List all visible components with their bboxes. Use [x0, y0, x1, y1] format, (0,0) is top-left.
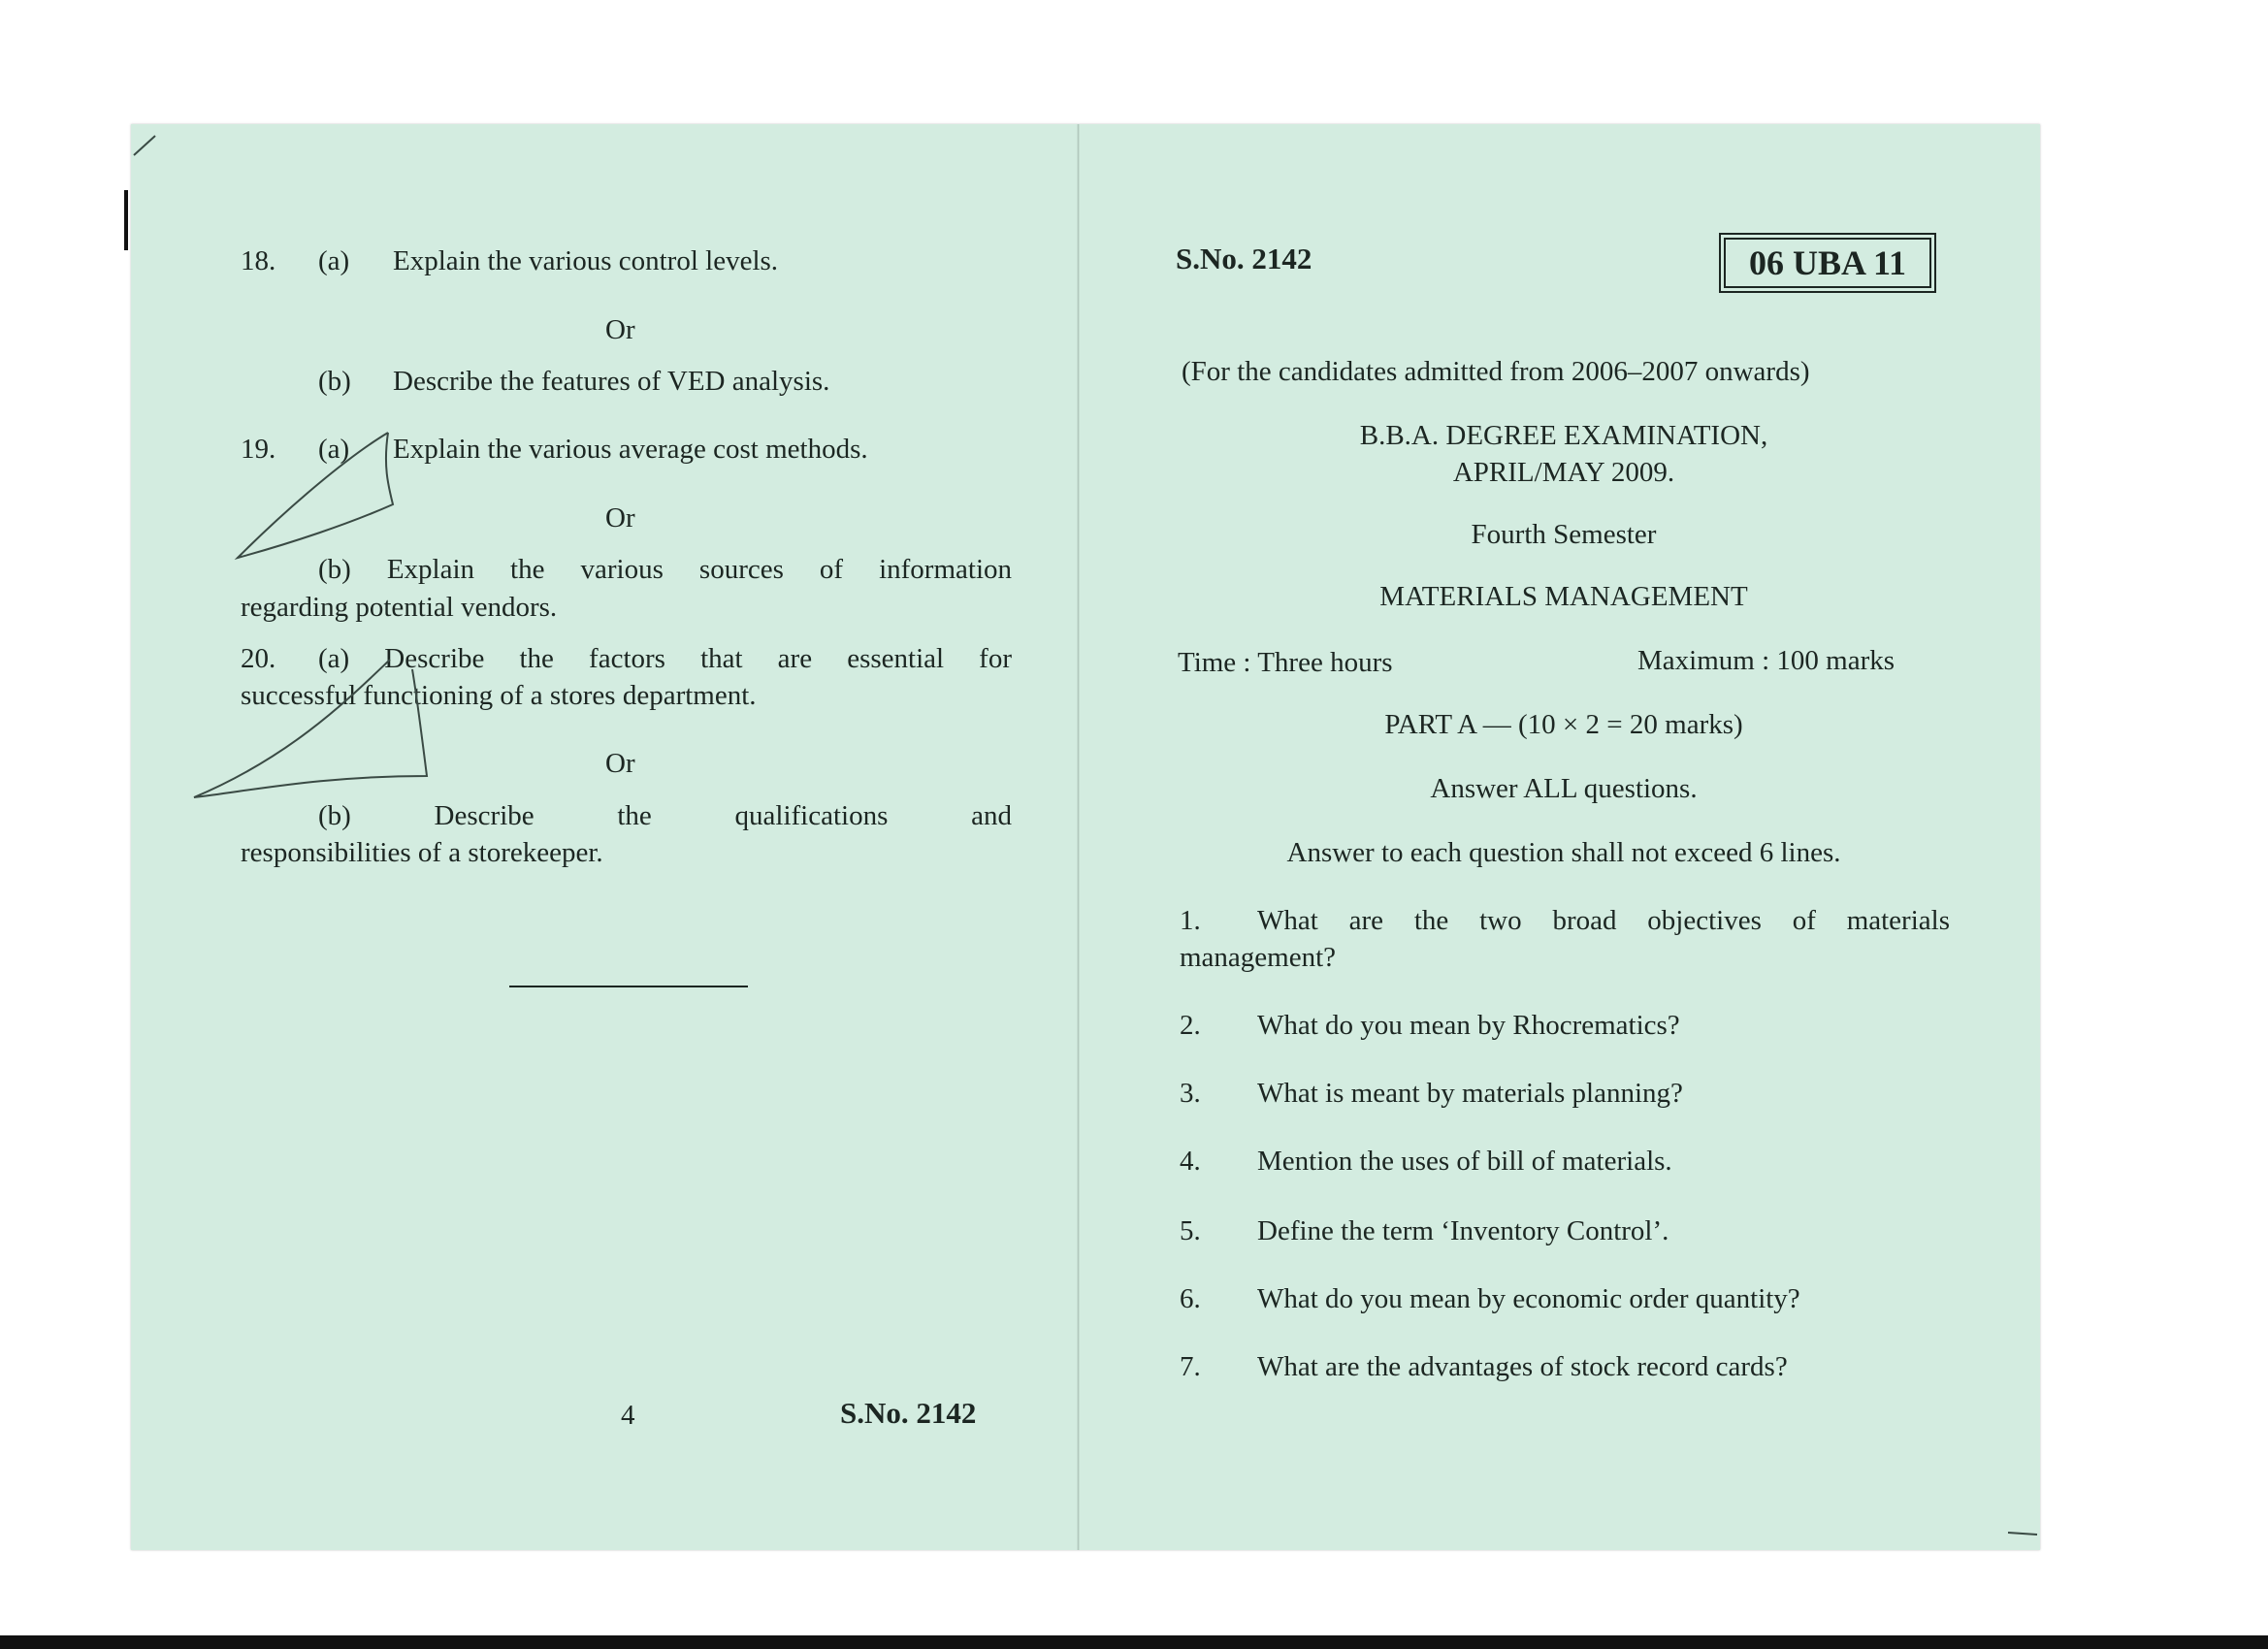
end-rule	[509, 986, 748, 987]
q7-text: What are the advantages of stock record cards?	[1257, 1351, 1788, 1382]
left-serial-number: S.No. 2142	[840, 1396, 977, 1430]
page-fold	[1077, 124, 1080, 1550]
exam-title-line1: B.B.A. DEGREE EXAMINATION,	[1359, 420, 1768, 451]
scan-bottom-edge	[0, 1635, 2268, 1649]
q20b-line1: (b) Describe the qualifications and	[318, 800, 1012, 831]
exam-time: Time : Three hours	[1178, 647, 1393, 678]
q18a-label: (a)	[318, 245, 350, 276]
q18b-label: (b)	[318, 366, 351, 397]
max-marks: Maximum : 100 marks	[1637, 645, 1895, 676]
q4-number: 4.	[1180, 1146, 1201, 1177]
q20b-line2: responsibilities of a storekeeper.	[241, 837, 603, 868]
left-page-number: 4	[621, 1400, 635, 1431]
course-code-box	[1719, 233, 1936, 293]
q19b-line1: (b) Explain the various sources of information	[318, 554, 1012, 585]
q18b-text: Describe the features of VED analysis.	[393, 366, 830, 397]
right-serial-number: S.No. 2142	[1176, 242, 1312, 275]
q2-number: 2.	[1180, 1010, 1201, 1041]
exam-title-line2: APRIL/MAY 2009.	[1452, 457, 1675, 488]
q5-text: Define the term ‘Inventory Control’.	[1257, 1215, 1669, 1246]
q3-text: What is meant by materials planning?	[1257, 1078, 1683, 1109]
q1-line1: What are the two broad objectives of materials	[1257, 905, 1950, 936]
q19b-line2: regarding potential vendors.	[241, 592, 558, 623]
q19a-label: (a)	[318, 434, 350, 465]
q5-number: 5.	[1180, 1215, 1201, 1246]
q20-number: 20.	[241, 643, 276, 674]
q18-or: Or	[605, 314, 635, 345]
q2-text: What do you mean by Rhocrematics?	[1257, 1010, 1680, 1041]
q19a-text: Explain the various average cost methods.	[393, 434, 868, 465]
q4-text: Mention the uses of bill of materials.	[1257, 1146, 1672, 1177]
semester: Fourth Semester	[1471, 519, 1657, 550]
course-code: 06 UBA 11	[1724, 238, 1931, 288]
edge-mark	[124, 190, 128, 250]
instruction-lines: Answer to each question shall not exceed 6 lines.	[1286, 837, 1841, 868]
q20-or: Or	[605, 748, 635, 779]
q1-number: 1.	[1180, 905, 1201, 936]
q6-number: 6.	[1180, 1283, 1201, 1314]
subject: MATERIALS MANAGEMENT	[1379, 581, 1748, 612]
q18-number: 18.	[241, 245, 276, 276]
q20a-line1: (a) Describe the factors that are essential for	[318, 643, 1012, 674]
q7-number: 7.	[1180, 1351, 1201, 1382]
q6-text: What do you mean by economic order quantity?	[1257, 1283, 1800, 1314]
q3-number: 3.	[1180, 1078, 1201, 1109]
part-heading: PART A — (10 × 2 = 20 marks)	[1384, 709, 1743, 740]
q19-number: 19.	[241, 434, 276, 465]
q18a-text: Explain the various control levels.	[393, 245, 779, 276]
candidates-note: (For the candidates admitted from 2006–2007 onwards)	[1182, 356, 1810, 387]
q19-or: Or	[605, 502, 635, 534]
instruction-all: Answer ALL questions.	[1430, 773, 1698, 804]
q20a-line2: successful functioning of a stores department.	[241, 680, 757, 711]
q1-line2: management?	[1180, 942, 1337, 973]
